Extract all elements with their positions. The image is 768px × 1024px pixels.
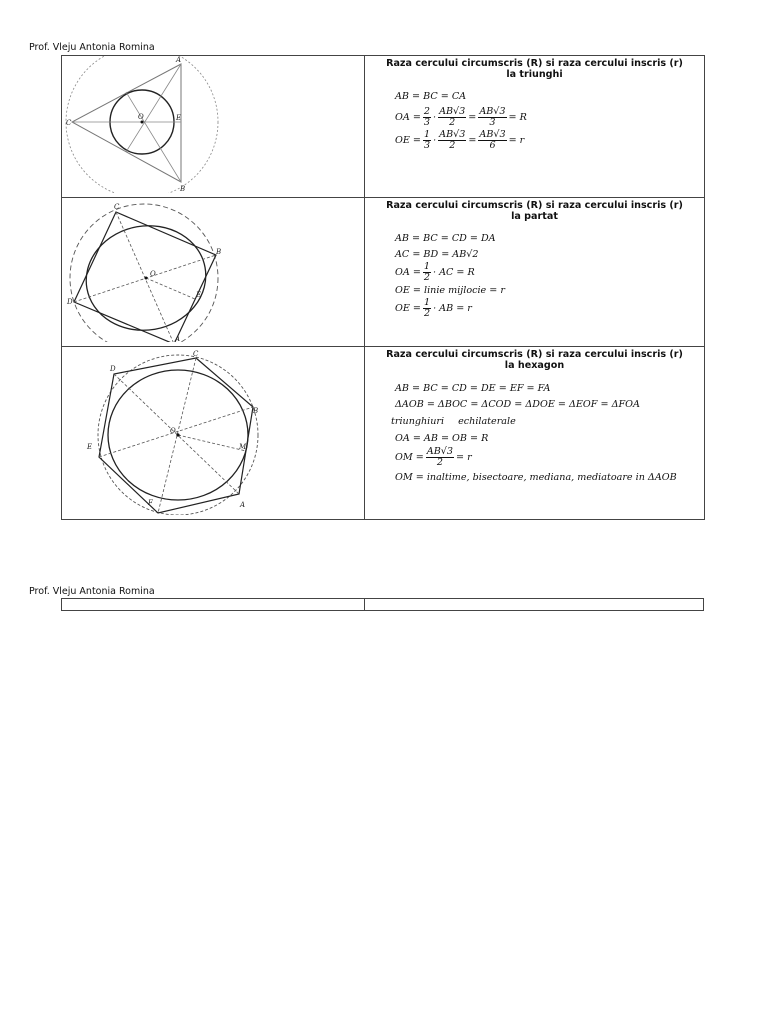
author-header-page2: Prof. Vleju Antonia Romina (29, 586, 155, 597)
label-D: D (110, 365, 116, 373)
caption-line2: la hexagon (504, 360, 565, 371)
formula-R: OA = AB = OB = R (395, 432, 489, 444)
author-header: Prof. Vleju Antonia Romina (29, 42, 155, 53)
hexagon-text-cell (365, 347, 705, 520)
table-row-square (62, 198, 705, 347)
empty-cell-right (365, 599, 704, 611)
hexagon-figure (62, 347, 272, 515)
empty-cell-left (62, 599, 365, 611)
label-D: D (67, 298, 73, 306)
label-O: O (138, 113, 144, 121)
label-F: F (148, 499, 153, 507)
label-C: C (114, 203, 120, 211)
formula-diagonals: AC = BD = AB√2 (395, 248, 479, 260)
formulas-hexagon (365, 380, 704, 485)
formulas-square (365, 230, 704, 318)
formula-triangles: ΔAOB = ΔBOC = ΔCOD = ΔDOE = ΔEOF = ΔFOA (395, 398, 640, 410)
formula-sides: AB = BC = CA (395, 90, 467, 102)
formula-sides: AB = BC = CD = DE = EF = FA (395, 382, 551, 394)
label-B: B (253, 407, 259, 415)
caption-triangle (365, 56, 704, 80)
formula-r: OE = $\frac{1}{3}$ · $\frac{AB√3}{2}$ = $\frac{AB√3}{6}$ = r (395, 129, 525, 151)
hexagon-figure-cell (62, 347, 365, 520)
formula-r: OE = $\frac{1}{2}$ · AB = r (395, 296, 472, 319)
caption-line2: la triunghi (506, 69, 563, 80)
empty-table (61, 598, 704, 611)
formula-R: OA = $\frac{2}{3}$ · $\frac{AB√3}{2}$ = $\frac{AB√3}{3}$ = R (395, 106, 527, 128)
formula-midline: OE = linie mijlocie = r (395, 284, 505, 296)
formula-om-properties: OM = inaltime, bisectoare, mediana, mediatoare in ΔAOB (395, 471, 677, 483)
formula-r: OM = $\frac{AB√3}{2}$ = r (395, 446, 472, 468)
label-O: O (170, 427, 176, 435)
square-figure (62, 198, 222, 342)
geometry-table (61, 55, 705, 520)
formulas-triangle (365, 86, 704, 152)
label-E: E (87, 443, 93, 451)
triangle-text-cell (365, 56, 705, 198)
label-M: M (239, 443, 247, 451)
caption-line1: Raza cercului circumscris (R) si raza cercului inscris (r) (386, 58, 683, 69)
label-C: C (193, 350, 199, 358)
caption-line2: la partat (511, 211, 558, 222)
formula-equilateral: triunghiuri echilaterale (391, 415, 516, 427)
label-B: B (180, 185, 186, 193)
caption-line1: Raza cercului circumscris (R) si raza cercului inscris (r) (386, 200, 683, 211)
label-A: A (175, 335, 181, 342)
label-A: A (240, 501, 246, 509)
formula-R: OA = $\frac{1}{2}$ · AC = R (395, 260, 475, 283)
square-figure-cell (62, 198, 365, 347)
table-row-triangle (62, 56, 705, 198)
triangle-figure-cell (62, 56, 365, 198)
caption-square (365, 198, 704, 222)
caption-hexagon (365, 347, 704, 371)
square-text-cell (365, 198, 705, 347)
label-B: B (216, 248, 222, 256)
table-row-hexagon (62, 347, 705, 520)
label-A: A (176, 56, 182, 64)
label-E: E (196, 291, 202, 299)
label-C: C (66, 119, 72, 127)
triangle-figure (62, 56, 222, 193)
label-E: E (176, 114, 182, 122)
label-O: O (150, 270, 156, 278)
formula-sides: AB = BC = CD = DA (395, 232, 496, 244)
caption-line1: Raza cercului circumscris (R) si raza cercului inscris (r) (386, 349, 683, 360)
